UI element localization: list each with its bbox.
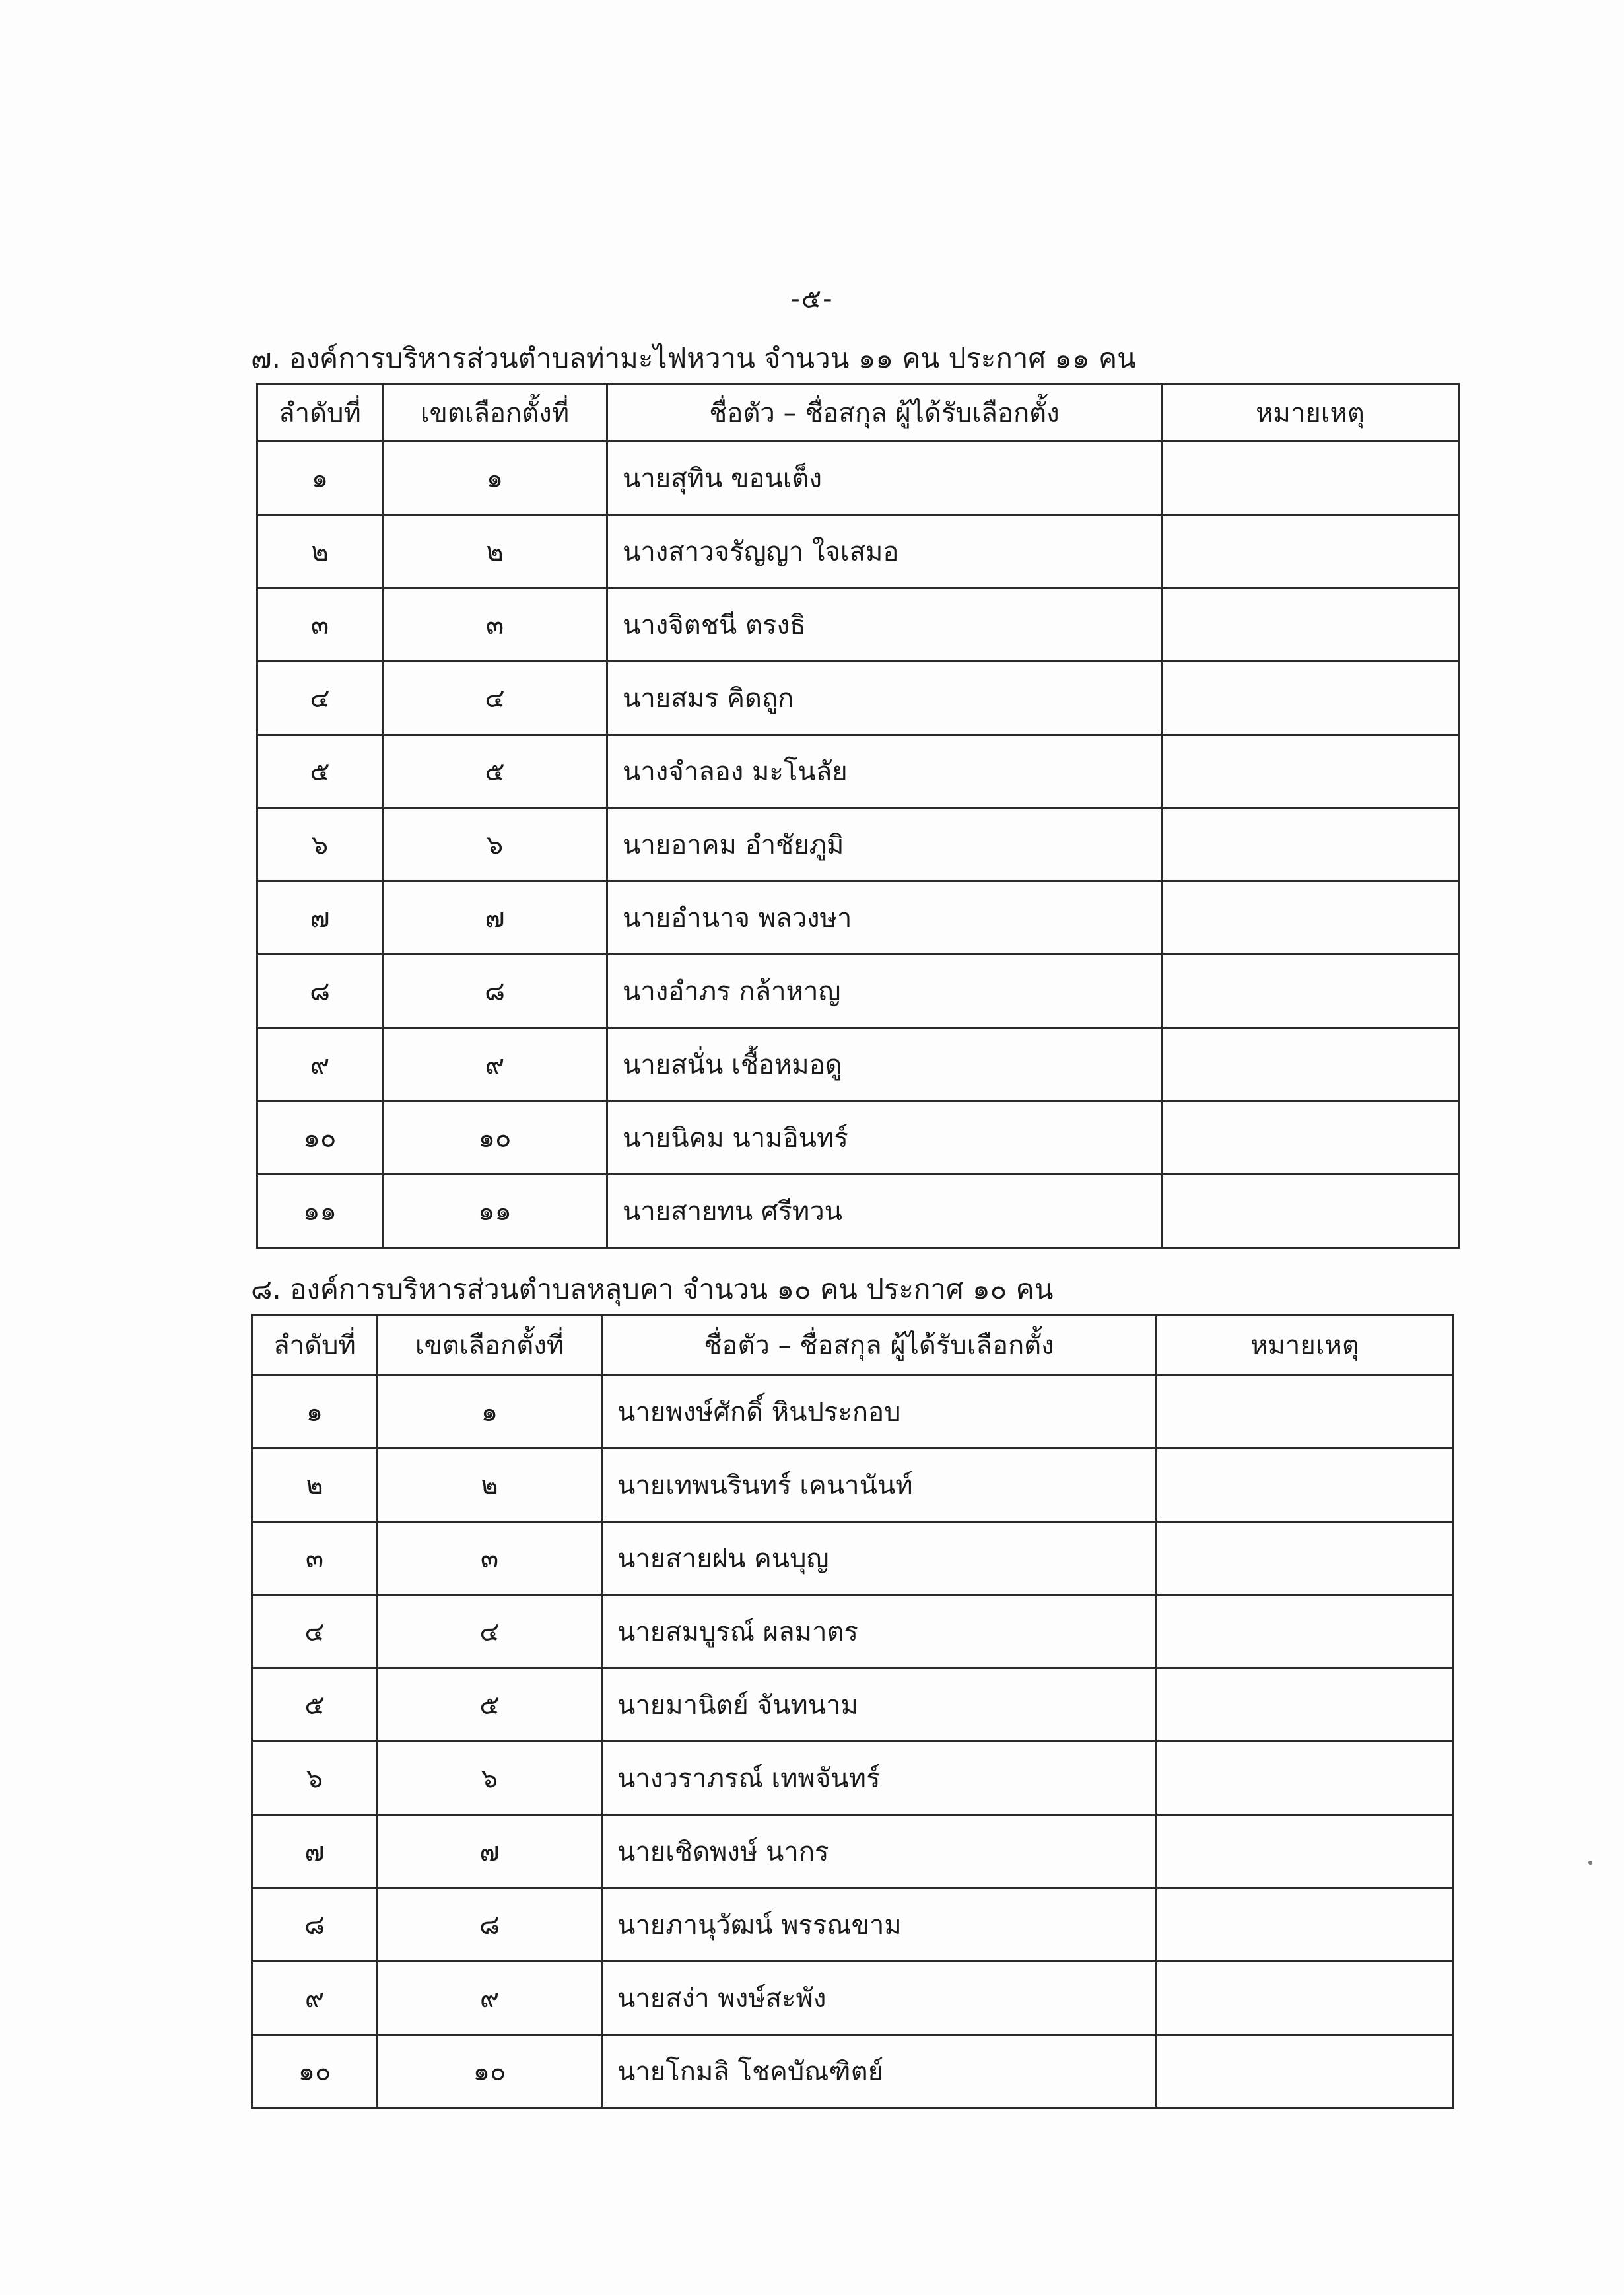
cell-zone: ๕ — [378, 1668, 602, 1742]
column-header-zone: เขตเลือกตั้งที่ — [378, 1315, 602, 1375]
elected-members-table — [251, 1314, 1454, 2109]
section-heading: ๘. องค์การบริหารส่วนตำบลหลุบคา จำนวน ๑๐ คน ประกาศ ๑๐ คน — [251, 1273, 1054, 1305]
column-header-note: หมายเหตุ — [1157, 1315, 1454, 1375]
column-header-name: ชื่อตัว – ชื่อสกุล ผู้ได้รับเลือกตั้ง — [602, 1315, 1157, 1375]
cell-note — [1157, 1522, 1454, 1595]
table-row — [257, 955, 1459, 1028]
cell-order: ๑๐ — [252, 2035, 378, 2108]
table-row — [252, 1962, 1454, 2035]
column-header-order: ลำดับที่ — [252, 1315, 378, 1375]
cell-note — [1162, 1101, 1459, 1175]
cell-order: ๖ — [252, 1742, 378, 1815]
cell-name: นายนิคม นามอินทร์ — [607, 1101, 1162, 1175]
cell-zone: ๗ — [378, 1815, 602, 1888]
cell-zone: ๖ — [383, 808, 607, 881]
cell-order: ๑ — [252, 1375, 378, 1449]
column-header-note: หมายเหตุ — [1162, 384, 1459, 442]
cell-order: ๓ — [252, 1522, 378, 1595]
table-row — [252, 1375, 1454, 1449]
cell-note — [1162, 881, 1459, 955]
cell-name: นายพงษ์ศักดิ์ หินประกอบ — [602, 1375, 1157, 1449]
cell-name: นายอำนาจ พลวงษา — [607, 881, 1162, 955]
column-header-name: ชื่อตัว – ชื่อสกุล ผู้ได้รับเลือกตั้ง — [607, 384, 1162, 442]
cell-zone: ๗ — [383, 881, 607, 955]
cell-name: นายภานุวัฒน์ พรรณขาม — [602, 1888, 1157, 1962]
cell-note — [1157, 1888, 1454, 1962]
page-number: -๕- — [790, 284, 834, 314]
table-row — [257, 515, 1459, 588]
cell-note — [1157, 1595, 1454, 1668]
column-header-order: ลำดับที่ — [257, 384, 383, 442]
cell-zone: ๙ — [378, 1962, 602, 2035]
cell-order: ๑๑ — [257, 1175, 383, 1248]
cell-zone: ๑ — [378, 1375, 602, 1449]
cell-note — [1157, 1742, 1454, 1815]
cell-zone: ๓ — [378, 1522, 602, 1595]
cell-zone: ๙ — [383, 1028, 607, 1101]
cell-note — [1162, 515, 1459, 588]
cell-note — [1157, 1962, 1454, 2035]
cell-note — [1162, 442, 1459, 515]
table-row — [252, 1522, 1454, 1595]
cell-note — [1157, 1375, 1454, 1449]
cell-name: นายเทพนรินทร์ เคนานันท์ — [602, 1449, 1157, 1522]
cell-note — [1157, 1815, 1454, 1888]
table-row — [252, 1595, 1454, 1668]
cell-name: นายสมร คิดถูก — [607, 662, 1162, 735]
cell-note — [1162, 808, 1459, 881]
cell-order: ๘ — [257, 955, 383, 1028]
cell-order: ๕ — [257, 735, 383, 808]
table-row — [257, 881, 1459, 955]
cell-zone: ๓ — [383, 588, 607, 662]
cell-name: นางสาวจรัญญา ใจเสมอ — [607, 515, 1162, 588]
section-heading: ๗. องค์การบริหารส่วนตำบลท่ามะไฟหวาน จำนวน ๑๑ คน ประกาศ ๑๑ คน — [251, 342, 1136, 374]
cell-zone: ๑๐ — [378, 2035, 602, 2108]
cell-order: ๓ — [257, 588, 383, 662]
cell-order: ๒ — [252, 1449, 378, 1522]
cell-name: นางวราภรณ์ เทพจันทร์ — [602, 1742, 1157, 1815]
cell-zone: ๔ — [383, 662, 607, 735]
cell-zone: ๘ — [383, 955, 607, 1028]
cell-order: ๙ — [257, 1028, 383, 1101]
cell-note — [1162, 1028, 1459, 1101]
cell-order: ๑ — [257, 442, 383, 515]
cell-zone: ๑๑ — [383, 1175, 607, 1248]
cell-name: นางอำภร กล้าหาญ — [607, 955, 1162, 1028]
cell-name: นายสนั่น เชื้อหมอดู — [607, 1028, 1162, 1101]
cell-zone: ๒ — [378, 1449, 602, 1522]
table-row — [257, 442, 1459, 515]
cell-order: ๙ — [252, 1962, 378, 2035]
scan-speck — [1588, 1861, 1592, 1865]
table-row — [257, 735, 1459, 808]
cell-note — [1157, 1668, 1454, 1742]
table-row — [252, 1815, 1454, 1888]
cell-order: ๗ — [252, 1815, 378, 1888]
table-row — [252, 1449, 1454, 1522]
cell-zone: ๘ — [378, 1888, 602, 1962]
cell-name: นายอาคม อำชัยภูมิ — [607, 808, 1162, 881]
cell-zone: ๕ — [383, 735, 607, 808]
cell-name: นายสุทิน ขอนเต็ง — [607, 442, 1162, 515]
cell-note — [1157, 2035, 1454, 2108]
cell-order: ๖ — [257, 808, 383, 881]
cell-order: ๔ — [252, 1595, 378, 1668]
cell-order: ๑๐ — [257, 1101, 383, 1175]
table-row — [252, 1888, 1454, 1962]
table-body — [252, 1375, 1454, 2108]
table-header-row — [252, 1315, 1454, 1375]
table-row — [252, 1668, 1454, 1742]
cell-name: นายโกมลิ โชคบัณฑิตย์ — [602, 2035, 1157, 2108]
table-header-row — [257, 384, 1459, 442]
table-row — [257, 662, 1459, 735]
cell-note — [1162, 662, 1459, 735]
cell-name: นางจำลอง มะโนลัย — [607, 735, 1162, 808]
table-row — [252, 1742, 1454, 1815]
table-row — [252, 2035, 1454, 2108]
cell-name: นายเชิดพงษ์ นากร — [602, 1815, 1157, 1888]
table-row — [257, 808, 1459, 881]
cell-note — [1162, 1175, 1459, 1248]
cell-note — [1157, 1449, 1454, 1522]
cell-note — [1162, 955, 1459, 1028]
cell-name: นางจิตชนี ตรงธิ — [607, 588, 1162, 662]
cell-zone: ๖ — [378, 1742, 602, 1815]
cell-name: นายสายทน ศรีทวน — [607, 1175, 1162, 1248]
cell-order: ๕ — [252, 1668, 378, 1742]
cell-order: ๔ — [257, 662, 383, 735]
elected-members-table — [256, 383, 1460, 1249]
table-body — [257, 442, 1459, 1248]
cell-order: ๘ — [252, 1888, 378, 1962]
table-row — [257, 1101, 1459, 1175]
cell-name: นายสง่า พงษ์สะพัง — [602, 1962, 1157, 2035]
cell-note — [1162, 588, 1459, 662]
cell-zone: ๑๐ — [383, 1101, 607, 1175]
cell-name: นายสมบูรณ์ ผลมาตร — [602, 1595, 1157, 1668]
cell-order: ๗ — [257, 881, 383, 955]
column-header-zone: เขตเลือกตั้งที่ — [383, 384, 607, 442]
table-row — [257, 1028, 1459, 1101]
table-row — [257, 588, 1459, 662]
cell-note — [1162, 735, 1459, 808]
cell-name: นายสายฝน คนบุญ — [602, 1522, 1157, 1595]
cell-zone: ๔ — [378, 1595, 602, 1668]
cell-name: นายมานิตย์ จันทนาม — [602, 1668, 1157, 1742]
table-row — [257, 1175, 1459, 1248]
cell-order: ๒ — [257, 515, 383, 588]
cell-zone: ๑ — [383, 442, 607, 515]
cell-zone: ๒ — [383, 515, 607, 588]
